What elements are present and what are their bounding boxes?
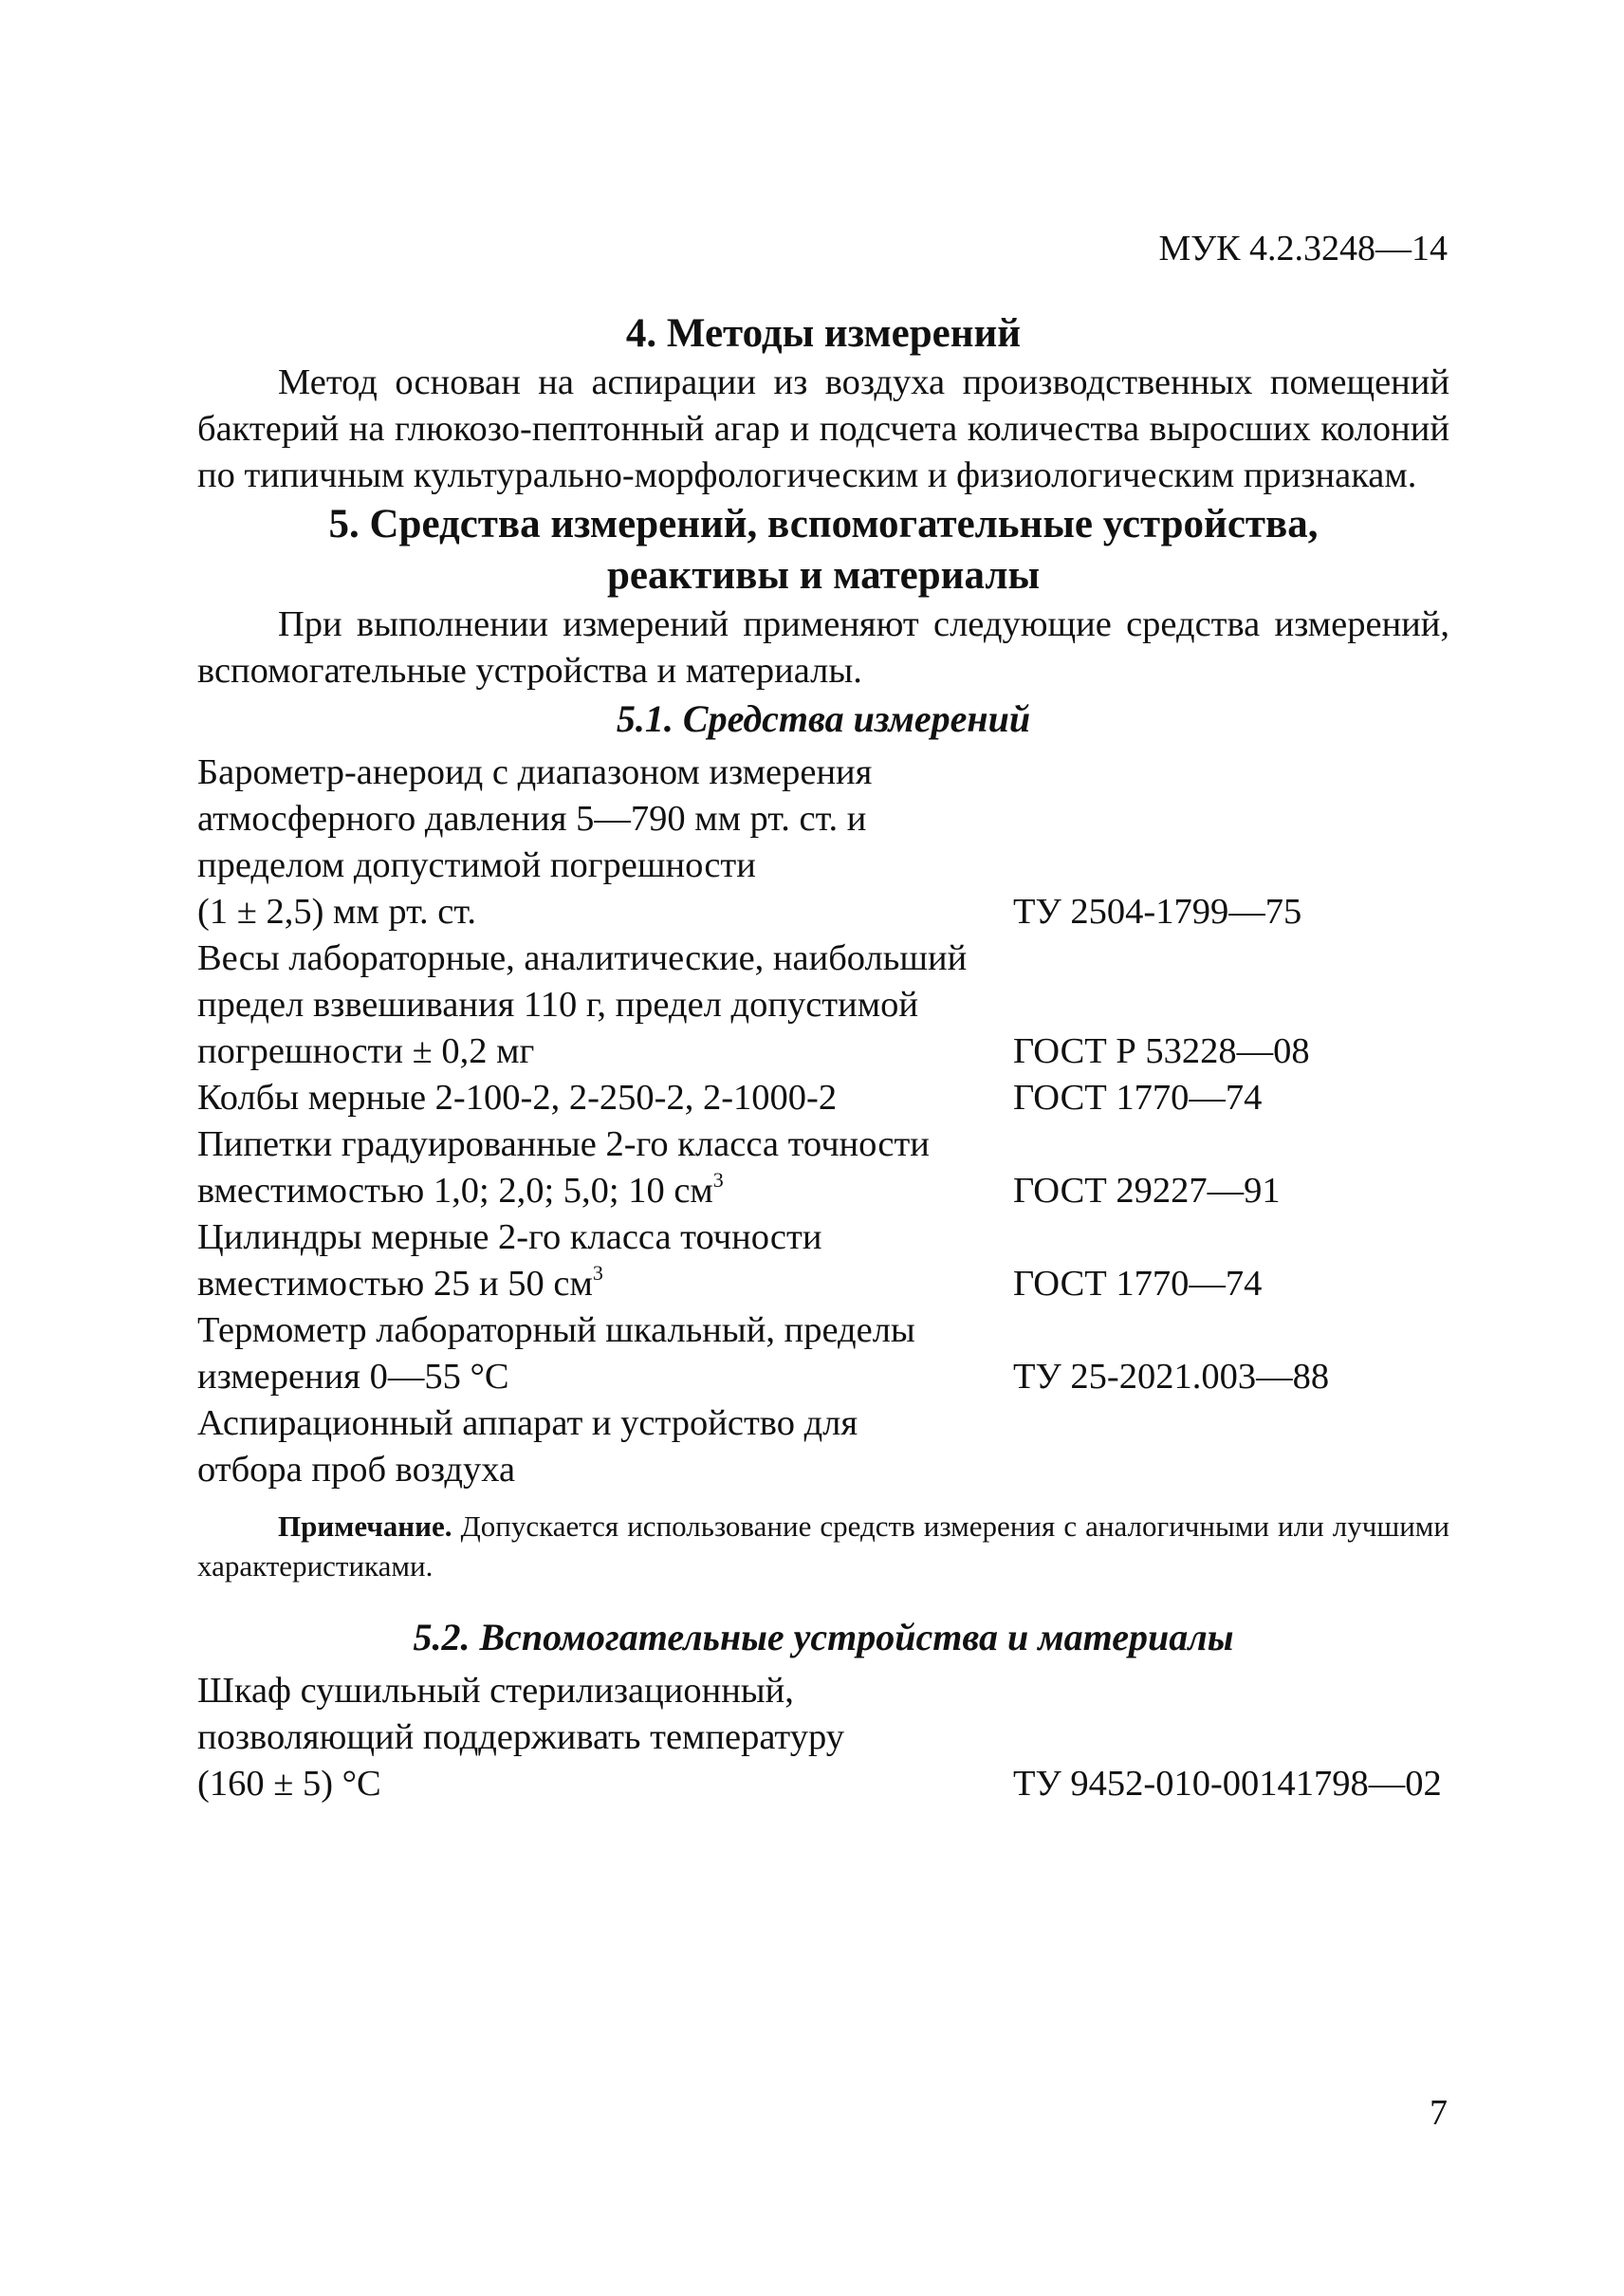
instrument-item-barometer xyxy=(197,750,1449,935)
section-5-text: При выполнении измерений применяют следующие средства измерений, вспомогательные устройства и материалы. xyxy=(197,604,1449,691)
instrument-standard: ГОСТ 1770—74 xyxy=(1013,1078,1263,1118)
instrument-item-cylinders xyxy=(197,1214,1449,1307)
instrument-name: Колбы мерные 2-100-2, 2-250-2, 2-1000-2 xyxy=(197,1078,838,1118)
instrument-standard: ГОСТ 1770—74 xyxy=(1013,1264,1263,1304)
section-4-text: Метод основан на аспирации из воздуха производственных помещений бактерий на глюкозо-пептонный агар и подсчета количества выросших колоний по типичным культурально-морфологическим и физиологическим признакам. xyxy=(197,362,1449,495)
unit-superscript: 3 xyxy=(592,1261,603,1286)
note-text: Допускается использование средств измерения с аналогичными или лучшими характеристиками. xyxy=(197,1509,1449,1583)
instrument-item-flasks xyxy=(197,1075,1449,1121)
unit-superscript: 3 xyxy=(712,1168,724,1193)
subsection-5-2-title: 5.2. Вспомогательные устройства и материалы xyxy=(413,1616,1234,1658)
instrument-standard: ТУ 2504-1799—75 xyxy=(1013,892,1302,932)
instrument-name-text: Пипетки градуированные 2-го класса точности вместимостью 1,0; 2,0; 5,0; 10 см xyxy=(197,1124,930,1211)
instrument-name: Термометр лабораторный шкальный, пределы измерения 0—55 °С xyxy=(197,1310,915,1397)
instrument-item-aspirator xyxy=(197,1400,1449,1493)
instrument-name-text: Цилиндры мерные 2-го класса точности вместимостью 25 и 50 см xyxy=(197,1217,822,1304)
instrument-name: Аспирационный аппарат и устройство для отбора проб воздуха xyxy=(197,1403,858,1490)
instrument-item-thermometer xyxy=(197,1307,1449,1400)
note xyxy=(197,1507,1449,1586)
subsection-5-1-title: 5.1. Средства измерений xyxy=(616,697,1031,740)
section-5-title xyxy=(197,499,1449,602)
page-content xyxy=(197,308,1449,1807)
instrument-item-pipettes xyxy=(197,1121,1449,1214)
instrument-standard: ТУ 25-2021.003—88 xyxy=(1013,1357,1330,1397)
instrument-name xyxy=(197,1214,1013,1307)
section-5-title-line2: реактивы и материалы xyxy=(606,553,1041,598)
section-4-title: 4. Методы измерений xyxy=(625,311,1022,356)
auxiliary-standard: ТУ 9452-010-00141798—02 xyxy=(1013,1764,1442,1804)
instrument-item-scales xyxy=(197,935,1449,1075)
instrument-standard: ГОСТ Р 53228—08 xyxy=(1013,1031,1310,1071)
instrument-name: Весы лабораторные, аналитические, наибольший предел взвешивания 110 г, предел допустимой погрешности ± 0,2 мг xyxy=(197,938,968,1071)
note-label: Примечание. xyxy=(278,1509,452,1543)
instrument-standard: ГОСТ 29227—91 xyxy=(1013,1171,1281,1211)
instrument-name: Барометр-анероид с диапазоном измерения атмосферного давления 5—790 мм рт. ст. и пределом допустимой погрешности (1 ± 2,5) мм рт. ст. xyxy=(197,752,873,932)
page-number: 7 xyxy=(1430,2093,1448,2133)
instruments-list xyxy=(197,750,1449,1493)
instrument-name xyxy=(197,1121,1013,1214)
section-5-title-line1: 5. Средства измерений, вспомогательные устройства, xyxy=(328,502,1319,546)
document-code: МУК 4.2.3248—14 xyxy=(1158,229,1448,268)
auxiliary-item-drying-cabinet xyxy=(197,1668,1449,1807)
auxiliary-list xyxy=(197,1668,1449,1807)
auxiliary-name: Шкаф сушильный стерилизационный, позволяющий поддерживать температуру (160 ± 5) °С xyxy=(197,1671,844,1804)
